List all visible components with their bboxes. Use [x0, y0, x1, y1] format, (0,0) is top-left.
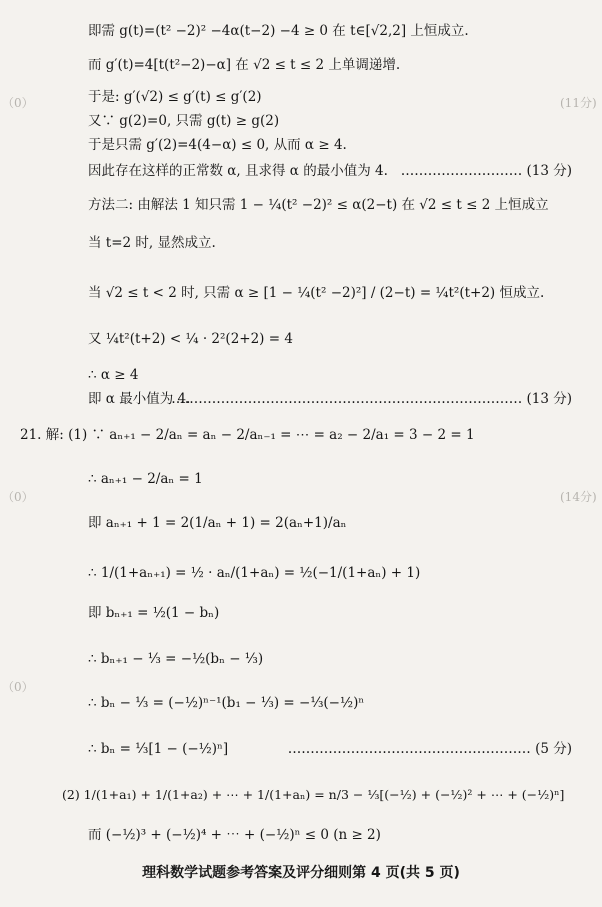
text-line-21: (2) 1/(1+a₁) + 1/(1+a₂) + ⋯ + 1/(1+aₙ) = n/3 − ⅓[(−½) + (−½)² + ⋯ + (−½)ⁿ]: [62, 787, 565, 802]
bleed-mark: （0）: [2, 490, 34, 504]
text-line-16: ∴ 1/(1+aₙ₊₁) = ½ · aₙ/(1+aₙ) = ½(−1/(1+aₙ) + 1): [88, 565, 421, 581]
text-line-9: 当 √2 ≤ t < 2 时, 只需 α ≥ [1 − ¼(t² −2)²] / (2−t) = ¼t²(t+2) 恒成立.: [88, 285, 545, 301]
text-line-13: 21. 解: (1) ∵ aₙ₊₁ − 2/aₙ = aₙ − 2/aₙ₋₁ = ⋯ = a₂ − 2/a₁ = 3 − 2 = 1: [20, 427, 475, 443]
text-line-19: ∴ bₙ − ⅓ = (−½)ⁿ⁻¹(b₁ − ⅓) = −⅓(−½)ⁿ: [88, 695, 365, 711]
text-line-15: 即 aₙ₊₁ + 1 = 2(1/aₙ + 1) = 2(aₙ+1)/aₙ: [88, 515, 347, 531]
text-line-6: 因此存在这样的正常数 α, 且求得 α 的最小值为 4.: [88, 163, 388, 179]
text-line-20: ∴ bₙ = ⅓[1 − (−½)ⁿ]: [88, 741, 229, 757]
text-line-18: ∴ bₙ₊₁ − ⅓ = −½(bₙ − ⅓): [88, 651, 264, 667]
score-5: ……………………………………………… (5 分): [287, 741, 572, 757]
text-line-10: 又 ¼t²(t+2) < ¼ · 2²(2+2) = 4: [88, 331, 293, 347]
text-line-5: 于是只需 g′(2)=4(4−α) ≤ 0, 从而 α ≥ 4.: [88, 137, 347, 153]
page-footer: 理科数学试题参考答案及评分细则第 4 页(共 5 页): [142, 865, 460, 881]
text-line-14: ∴ aₙ₊₁ − 2/aₙ = 1: [88, 471, 203, 487]
text-line-2: 而 g′(t)=4[t(t²−2)−α] 在 √2 ≤ t ≤ 2 上单调递增.: [88, 57, 401, 73]
text-line-8: 当 t=2 时, 显然成立.: [88, 235, 216, 251]
text-line-3: 于是: g′(√2) ≤ g′(t) ≤ g′(2): [88, 89, 262, 105]
bleed-mark: (11分): [560, 96, 597, 110]
text-line-22: 而 (−½)³ + (−½)⁴ + ⋯ + (−½)ⁿ ≤ 0 (n ≥ 2): [88, 827, 381, 843]
text-line-7: 方法二: 由解法 1 知只需 1 − ¼(t² −2)² ≤ α(2−t) 在 √2 ≤ t ≤ 2 上恒成立: [88, 197, 549, 213]
text-line-1: 即需 g(t)=(t² −2)² −4α(t−2) −4 ≥ 0 在 t∈[√2,2] 上恒成立.: [88, 23, 469, 39]
text-line-12: 即 α 最小值为 4.: [88, 391, 191, 407]
text-line-4: 又∵ g(2)=0, 只需 g(t) ≥ g(2): [88, 113, 280, 129]
bleed-mark: （0）: [2, 96, 34, 110]
bleed-mark: （0）: [2, 680, 34, 694]
text-line-17: 即 bₙ₊₁ = ½(1 − bₙ): [88, 605, 220, 621]
score-13-a: ……………………… (13 分): [400, 163, 572, 179]
score-13-b: …………………………………………………………………… (13 分): [171, 391, 572, 407]
bleed-mark: (14分): [560, 490, 597, 504]
text-line-11: ∴ α ≥ 4: [88, 367, 139, 383]
